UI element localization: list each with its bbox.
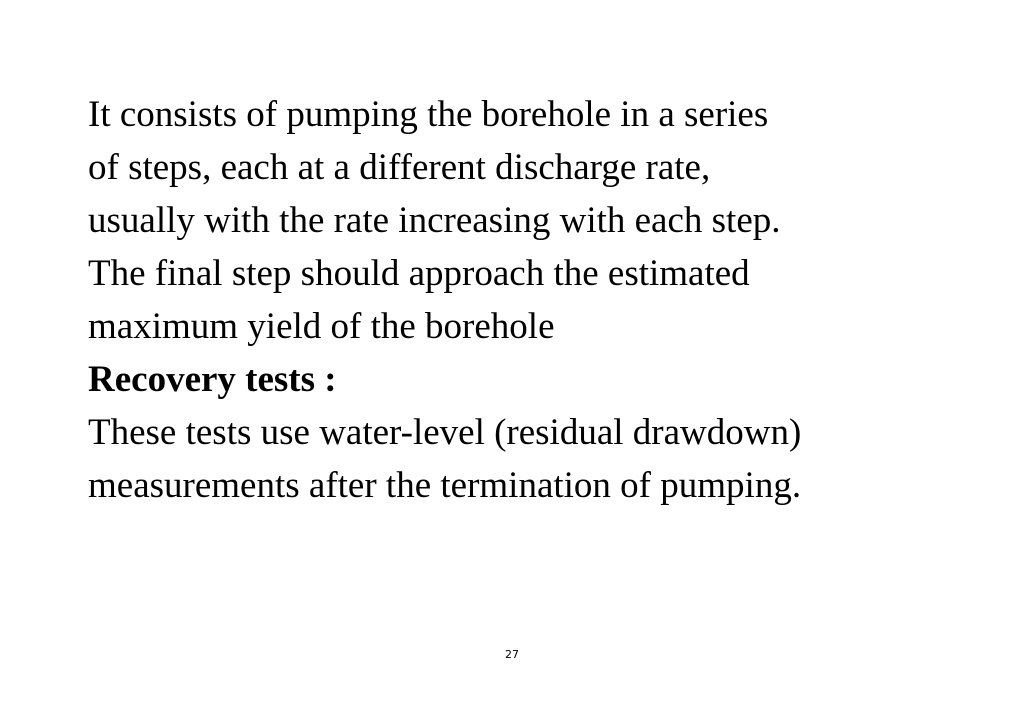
- paragraph-line: The final step should approach the estimated: [88, 253, 750, 294]
- paragraph-line: of steps, each at a different discharge rate,: [88, 147, 711, 188]
- section-heading: Recovery tests :: [88, 359, 337, 400]
- paragraph-line: These tests use water-level (residual drawdown): [88, 412, 802, 453]
- paragraph-line: maximum yield of the borehole: [88, 306, 555, 347]
- paragraph-line: usually with the rate increasing with each step.: [88, 200, 781, 241]
- page-number: 27: [505, 648, 519, 661]
- body-text: [88, 88, 988, 512]
- paragraph-line: It consists of pumping the borehole in a series: [88, 94, 769, 135]
- paragraph-line: measurements after the termination of pumping.: [88, 465, 802, 506]
